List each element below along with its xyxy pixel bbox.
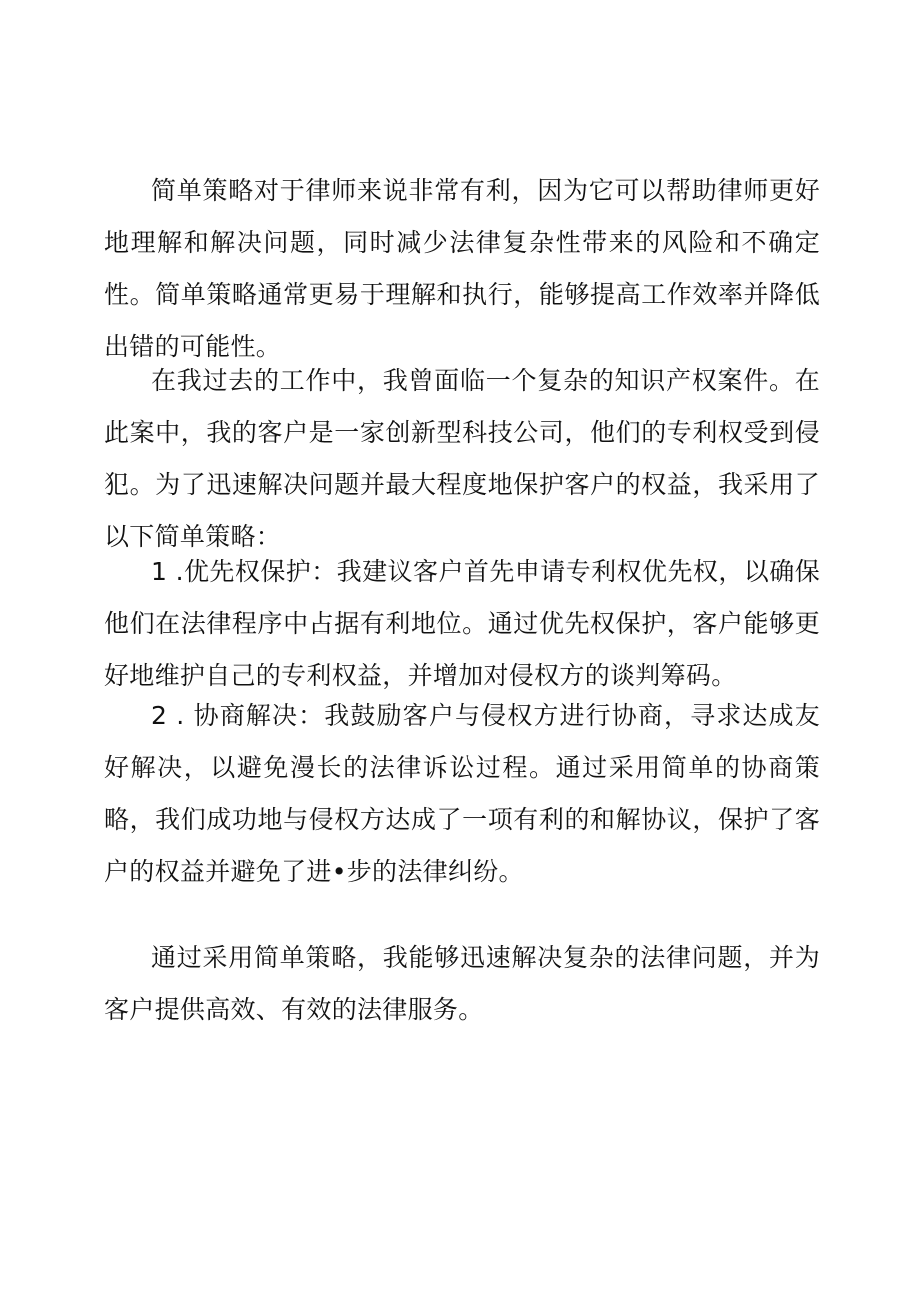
list-item-negotiation: 2 . 协商解决：我鼓励客户与侵权方进行协商，寻求达成友好解决，以避免漫长的法律诉讼过程。通过采用简单的协商策略，我们成功地与侵权方达成了一项有利的和解协议，保护了客户的权益并避免了进•步的法律纠纷。 bbox=[104, 701, 820, 886]
paragraph-case: 在我过去的工作中，我曾面临一个复杂的知识产权案件。在此案中，我的客户是一家创新型科技公司，他们的专利权受到侵犯。为了迅速解决问题并最大程度地保护客户的权益，我采用了以下简单策略： bbox=[104, 366, 820, 551]
paragraph-conclusion: 通过采用简单策略，我能够迅速解决复杂的法律问题，并为客户提供高效、有效的法律服务。 bbox=[104, 943, 820, 1024]
paragraph-intro: 简单策略对于律师来说非常有利，因为它可以帮助律师更好地理解和解决问题，同时减少法律复杂性带来的风险和不确定性。简单策略通常更易于理解和执行，能够提高工作效率并降低出错的可能性。 bbox=[104, 176, 820, 361]
list-item-priority-protection: 1 .优先权保护：我建议客户首先申请专利权优先权，以确保他们在法律程序中占据有利地位。通过优先权保护，客户能够更好地维护自己的专利权益，并增加对侵权方的谈判筹码。 bbox=[104, 557, 820, 690]
